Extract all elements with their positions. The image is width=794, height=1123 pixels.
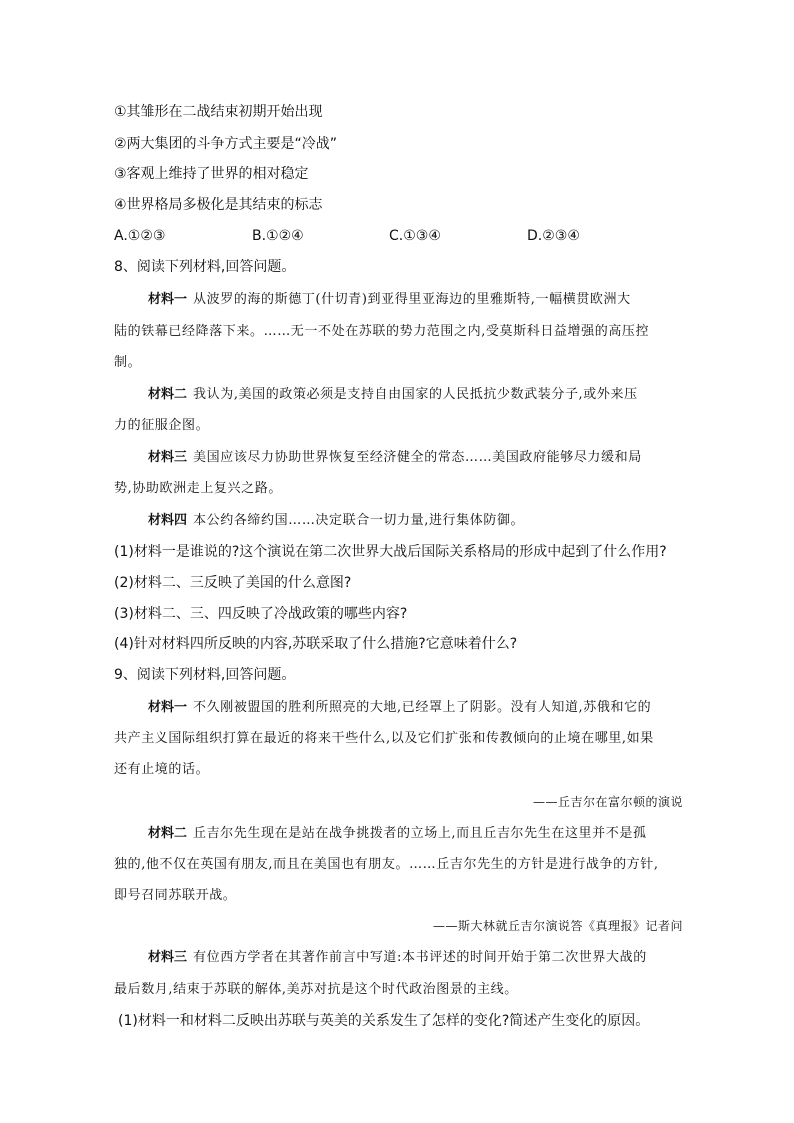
q8-material-1-line-1: 材料一 从波罗的海的斯德丁(什切青)到亚得里亚海边的里雅斯特,一幅横贯欧洲大 [148, 292, 631, 307]
q9-material-1-line-1: 材料一 不久刚被盟国的胜利所照亮的大地,已经罩上了阴影。没有人知道,苏俄和它的 [148, 700, 652, 715]
q9-material-2-line-2: 独的,他不仅在英国有朋友,而且在美国也有朋友。……丘吉尔先生的方针是进行战争的方针, [114, 857, 659, 872]
q8-material-3-label: 材料三 [148, 450, 188, 465]
q8-material-3-line-1: 材料三 美国应该尽力协助世界恢复至经济健全的常态……美国政府能够尽力缓和局 [148, 450, 642, 465]
q8-material-1-line-3: 制。 [114, 355, 142, 370]
q8-question-3: (3)材料二、三、四反映了冷战政策的哪些内容? [114, 606, 408, 622]
q8-material-1-label: 材料一 [148, 292, 188, 307]
q9-material-1-line-3: 还有止境的话。 [114, 762, 210, 777]
q8-material-4-line-1: 材料四 本公约各缔约国……决定联合一切力量,进行集体防御。 [148, 513, 525, 528]
q9-material-1-source: ——丘吉尔在富尔顿的演说 [532, 795, 683, 809]
q7-item-2: ②两大集团的斗争方式主要是“冷战” [114, 136, 338, 152]
q9-material-2-label: 材料二 [148, 826, 188, 841]
q9-material-3-line-2: 最后数月,结束于苏联的解体,美苏对抗是这个时代政治图景的主线。 [114, 982, 518, 997]
q8-title: 8、阅读下列材料,回答问题。 [114, 259, 296, 275]
q9-material-2-source: ——斯大林就丘吉尔演说答《真理报》记者问 [432, 919, 683, 933]
q9-material-2-line-1: 材料二 丘吉尔先生现在是站在战争挑拨者的立场上,而且丘吉尔先生在这里并不是孤 [148, 826, 647, 841]
q8-material-4-label: 材料四 [148, 513, 188, 528]
q8-material-3-line-2: 势,协助欧洲走上复兴之路。 [114, 481, 282, 496]
q8-material-2-line-1: 材料二 我认为,美国的政策必须是支持自由国家的人民抵抗少数武装分子,或外来压 [148, 387, 638, 402]
q9-material-3-line-1: 材料三 有位西方学者在其著作前言中写道:本书评述的时间开始于第二次世界大战的 [148, 950, 647, 965]
q8-question-2: (2)材料二、三反映了美国的什么意图? [114, 575, 352, 591]
q7-item-3: ③客观上维持了世界的相对稳定 [114, 166, 309, 182]
q8-material-1-line-2: 陆的铁幕已经降落下来。……无一不处在苏联的势力范围之内,受莫斯科日益增强的高压控 [114, 324, 650, 339]
q7-option-c: C.①③④ [389, 228, 441, 244]
q8-question-1: (1)材料一是谁说的?这个演说在第二次世界大战后国际关系格局的形成中起到了什么作用? [114, 544, 667, 560]
q9-material-2-line-3: 即号召同苏联开战。 [114, 888, 237, 903]
q8-question-4: (4)针对材料四所反映的内容,苏联采取了什么措施?它意味着什么? [114, 636, 518, 652]
q9-question-1: (1)材料一和材料二反映出苏联与英美的关系发生了怎样的变化?简述产生变化的原因。 [118, 1013, 650, 1029]
q7-item-4: ④世界格局多极化是其结束的标志 [114, 197, 323, 213]
q9-material-1-line-2: 共产主义国际组织打算在最近的将来干些什么,以及它们扩张和传教倾向的止境在哪里,如果 [114, 731, 654, 746]
q7-option-a: A.①②③ [114, 228, 166, 244]
q8-material-2-label: 材料二 [148, 387, 188, 402]
q9-material-1-label: 材料一 [148, 700, 188, 715]
q7-item-1: ①其雏形在二战结束初期开始出现 [114, 104, 323, 120]
q7-option-b: B.①②④ [252, 228, 304, 244]
q9-title: 9、阅读下列材料,回答问题。 [114, 667, 296, 683]
q9-material-3-label: 材料三 [148, 950, 188, 965]
q8-material-2-line-2: 力的征服企图。 [114, 418, 210, 433]
q7-option-d: D.②③④ [527, 228, 580, 244]
